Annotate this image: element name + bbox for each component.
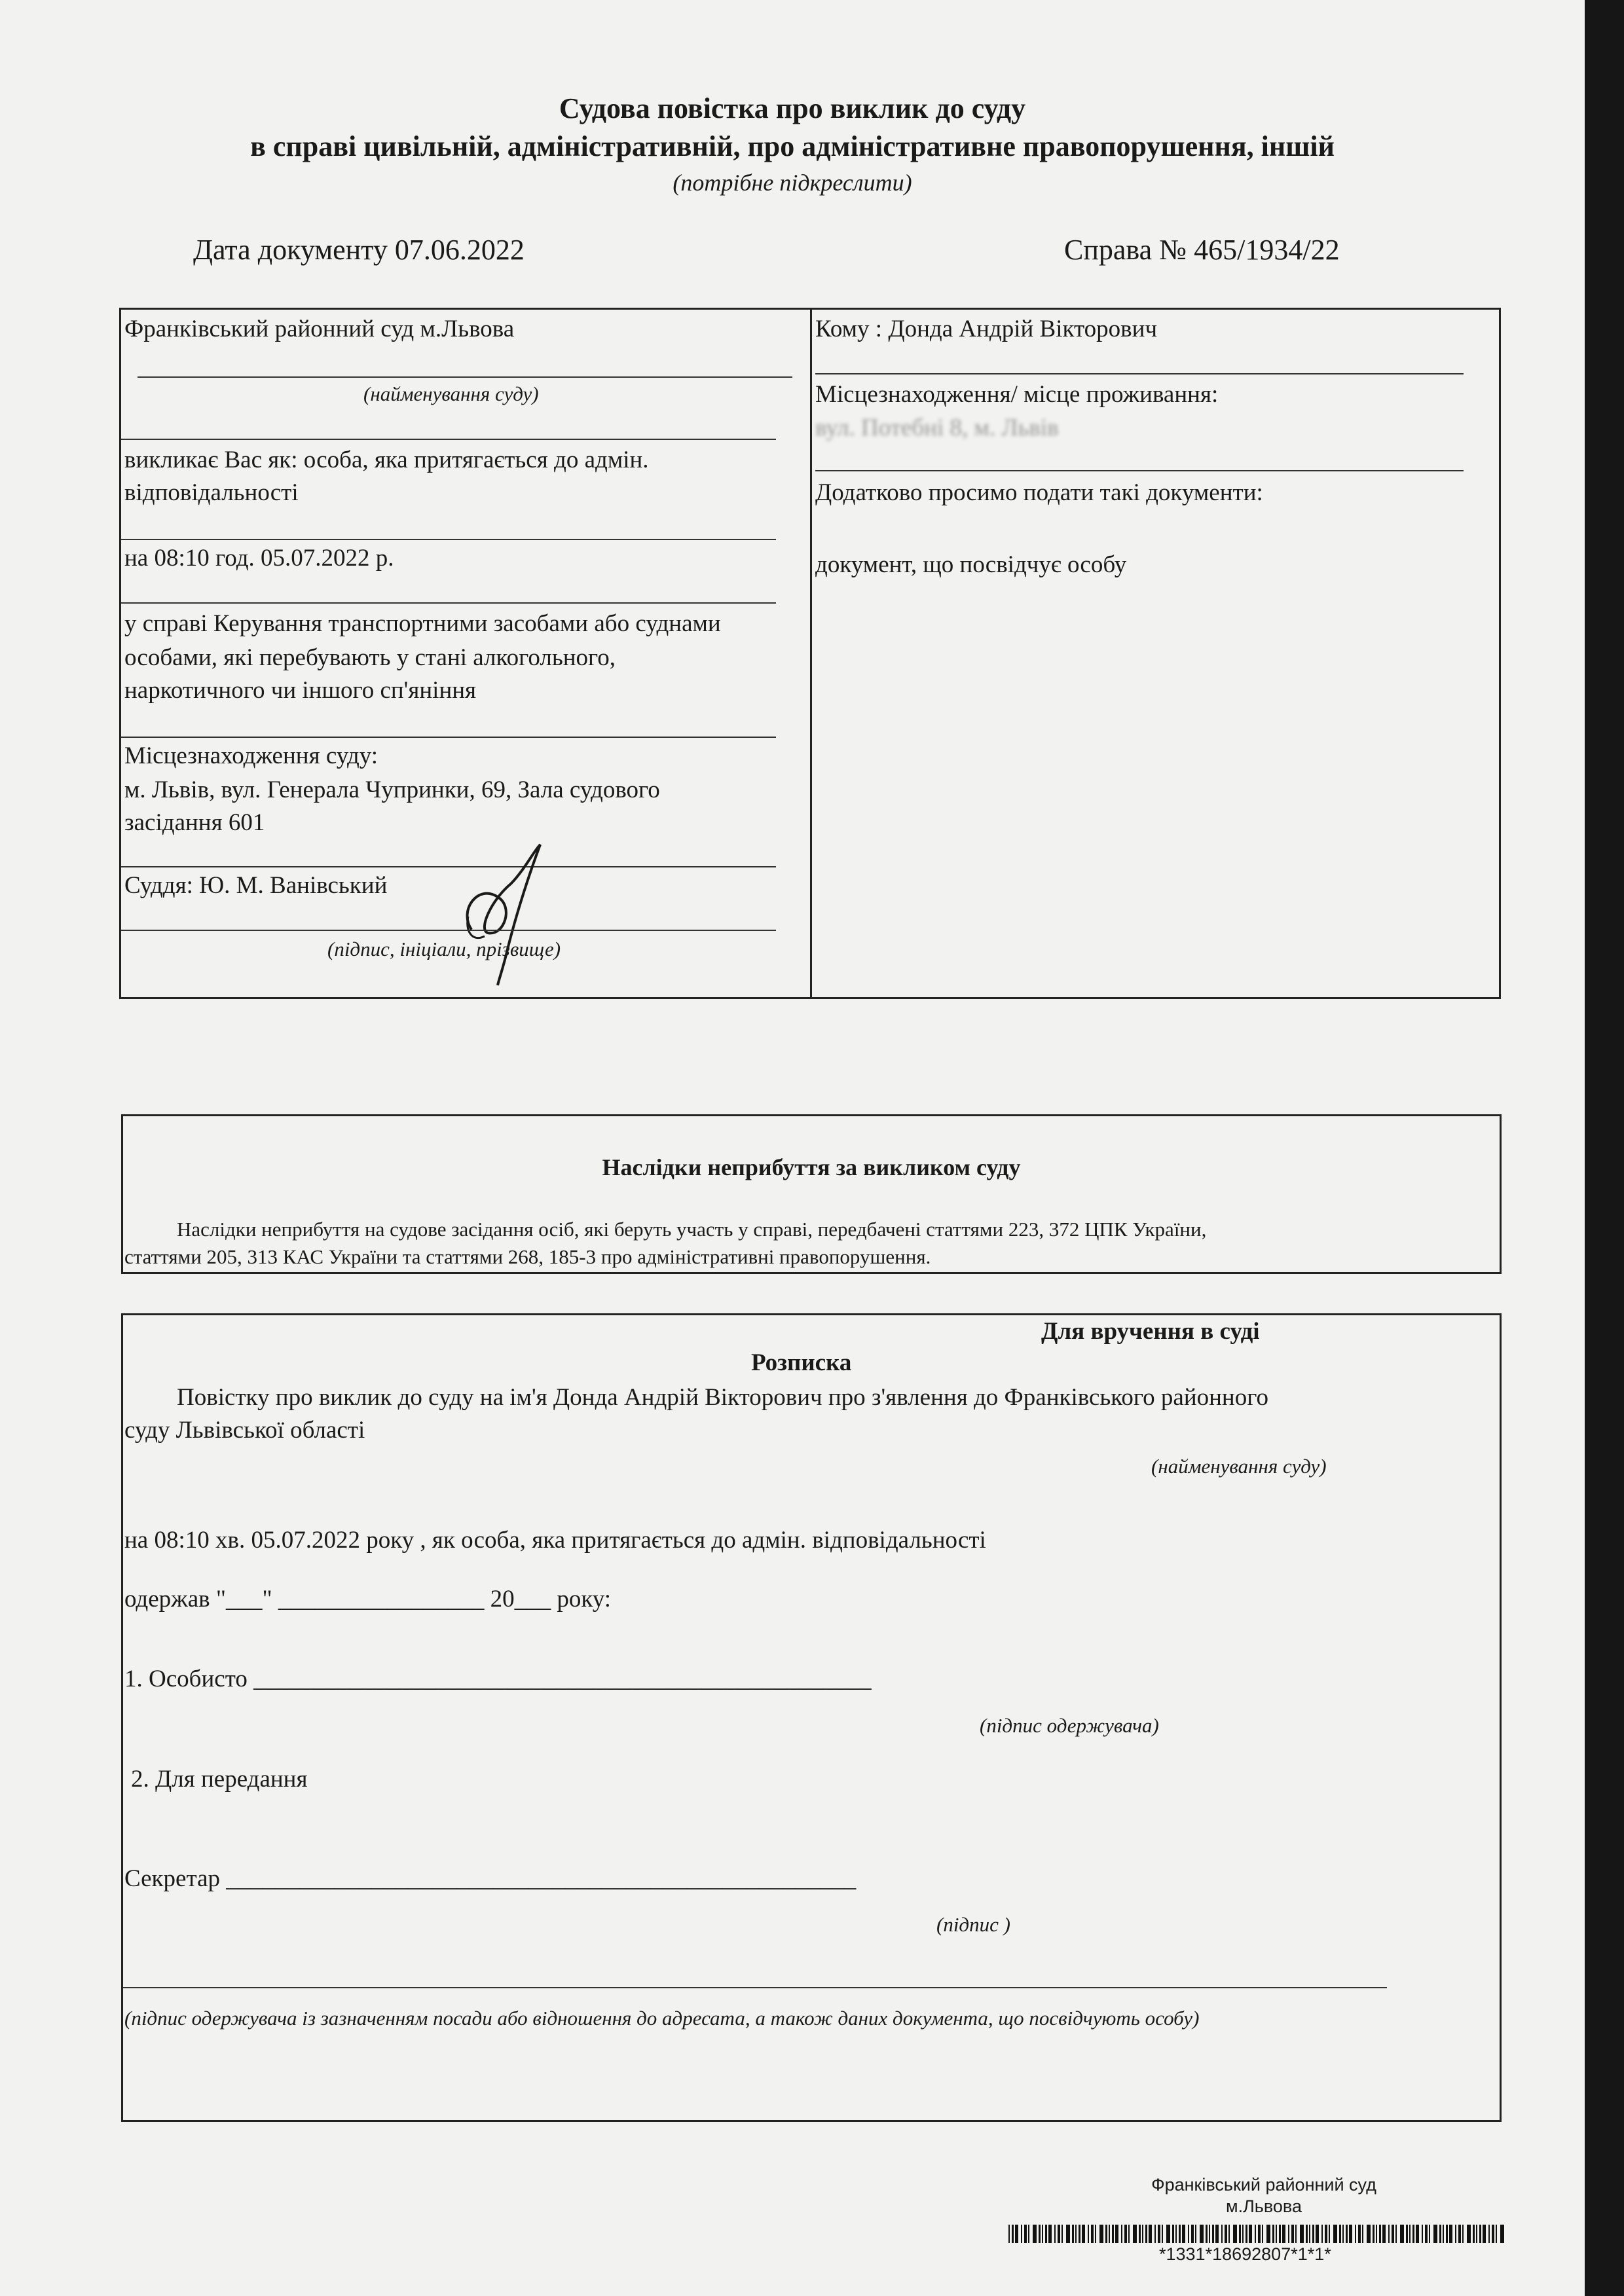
case-subject-line3: наркотичного чи іншого сп'яніння: [124, 677, 477, 704]
for-court-delivery: Для вручення в суді: [1041, 1318, 1260, 1345]
case-subject-line2: особами, які перебувають у стані алкогольного,: [124, 644, 616, 671]
scan-dark-edge: [1585, 0, 1624, 2296]
separator-line: [815, 470, 1464, 471]
recipient-address-label: Місцезнаходження/ місце проживання:: [815, 381, 1219, 408]
secretary-signature-caption: (підпис ): [936, 1913, 1010, 1936]
receipt-court-caption: (найменування суду): [1151, 1455, 1327, 1478]
case-subject-line1: у справі Керування транспортними засобами або суднами: [124, 610, 721, 637]
personal-signature-line: 1. Особисто ___________________________________________________: [124, 1666, 872, 1692]
for-transfer-label: 2. Для передання: [131, 1766, 308, 1793]
consequences-text-line1: Наслідки неприбуття на судове засідання осіб, які беруть участь у справі, передбачені статтями 223, 372 ЦПК України,: [177, 1218, 1207, 1241]
court-location-line1: м. Львів, вул. Генерала Чупринки, 69, Зала судового: [124, 776, 660, 803]
document-title-line2: в справі цивільній, адміністративній, про адміністративне правопорушення, іншій: [250, 130, 1335, 162]
recipient-address-value-redacted: вул. Потебні 8, м. Львів: [815, 414, 1059, 441]
court-name-underline: [138, 376, 792, 378]
separator-line: [121, 866, 776, 867]
personal-signature-caption: (підпис одержувача): [980, 1714, 1159, 1737]
separator-line: [121, 737, 776, 738]
court-caption: (найменування суду): [363, 382, 539, 405]
court-name: Франківський районний суд м.Львова: [124, 316, 515, 342]
document-date: Дата документу 07.06.2022: [193, 234, 525, 266]
court-location-line2: засідання 601: [124, 809, 265, 836]
recipient-name: Кому : Донда Андрій Вікторович: [815, 316, 1158, 342]
title-note: (потрібне підкреслити): [673, 170, 912, 196]
barcode: [1008, 2225, 1506, 2243]
separator-line: [121, 539, 776, 540]
received-date-line: одержав "___" _________________ 20___ року:: [124, 1586, 612, 1613]
recipient-signature-caption: (підпис одержувача із зазначенням посади або відношення до адресата, а також даних документа, що посвідчують особу): [124, 2007, 1200, 2030]
signature-caption: (підпис, ініціали, прізвище): [327, 938, 561, 960]
separator-line: [121, 930, 776, 931]
footer-court-line2: м.Львова: [1226, 2196, 1302, 2216]
judge-name: Суддя: Ю. М. Ванівський: [124, 872, 388, 899]
receipt-time-line: на 08:10 хв. 05.07.2022 року , як особа, яка притягається до адмін. відповідальності: [124, 1527, 986, 1554]
separator-line: [815, 373, 1464, 374]
receipt-text-line2: суду Львівської області: [124, 1417, 365, 1444]
judge-signature: [452, 838, 557, 989]
consequences-text-line2: статтями 205, 313 КАС України та статтями 268, 185-3 про адміністративні правопорушення.: [124, 1245, 931, 1268]
hearing-time: на 08:10 год. 05.07.2022 р.: [124, 545, 394, 572]
secretary-signature-line: Секретар ____________________________________________________: [124, 1865, 857, 1892]
court-location-label: Місцезнаходження суду:: [124, 742, 378, 769]
footer-court-line1: Франківський районний суд: [1151, 2175, 1376, 2195]
consequences-title: Наслідки неприбуття за викликом суду: [602, 1154, 1021, 1180]
summons-role-line1: викликає Вас як: особа, яка притягається до адмін.: [124, 446, 649, 473]
additional-documents-value: документ, що посвідчує особу: [815, 551, 1127, 578]
barcode-number: *1331*18692807*1*1*: [1159, 2244, 1331, 2264]
summons-role-line2: відповідальності: [124, 479, 299, 506]
receipt-title: Розписка: [751, 1349, 852, 1376]
receipt-text-line1: Повістку про виклик до суду на ім'я Донда Андрій Вікторович про з'явлення до Франківського районного: [177, 1384, 1268, 1411]
case-number: Справа № 465/1934/22: [1064, 234, 1340, 266]
recipient-signature-underline: [123, 1987, 1387, 1988]
separator-line: [121, 439, 776, 440]
separator-line: [121, 602, 776, 604]
document-title-line1: Судова повістка про виклик до суду: [559, 92, 1026, 124]
column-divider: [810, 308, 812, 999]
additional-documents-label: Додатково просимо подати такі документи:: [815, 479, 1263, 506]
